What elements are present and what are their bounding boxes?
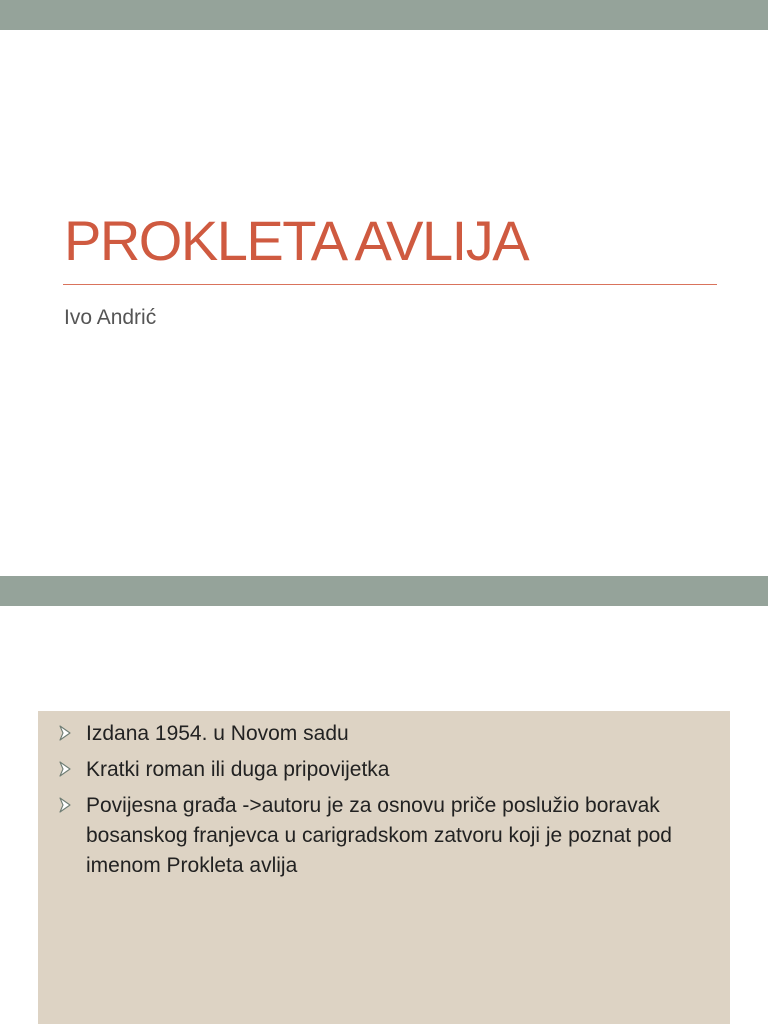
- title-underline-divider: [63, 284, 717, 285]
- bullet-text: Izdana 1954. u Novom sadu: [86, 722, 349, 745]
- bullet-list: [58, 719, 718, 887]
- arrowhead-bullet-icon: [58, 725, 72, 741]
- content-slide: [0, 606, 768, 1024]
- bullet-text: Povijesna građa ->autoru je za osnovu priče poslužio boravak bosanskog franjevca u carigradskom zatvoru koji je poznat pod imenom Prokleta avlija: [86, 794, 672, 877]
- slide-top-accent-bar: [0, 0, 768, 30]
- content-text-box: [38, 711, 730, 1024]
- bullet-item: [58, 719, 718, 749]
- arrowhead-bullet-icon: [58, 797, 72, 813]
- bullet-item: [58, 755, 718, 785]
- bullet-item: [58, 791, 718, 881]
- slide-separator-bar: [0, 576, 768, 606]
- slide-subtitle: Ivo Andrić: [64, 306, 157, 329]
- bullet-text: Kratki roman ili duga pripovijetka: [86, 758, 390, 781]
- slide-title: PROKLETA AVLIJA: [64, 209, 529, 272]
- arrowhead-bullet-icon: [58, 761, 72, 777]
